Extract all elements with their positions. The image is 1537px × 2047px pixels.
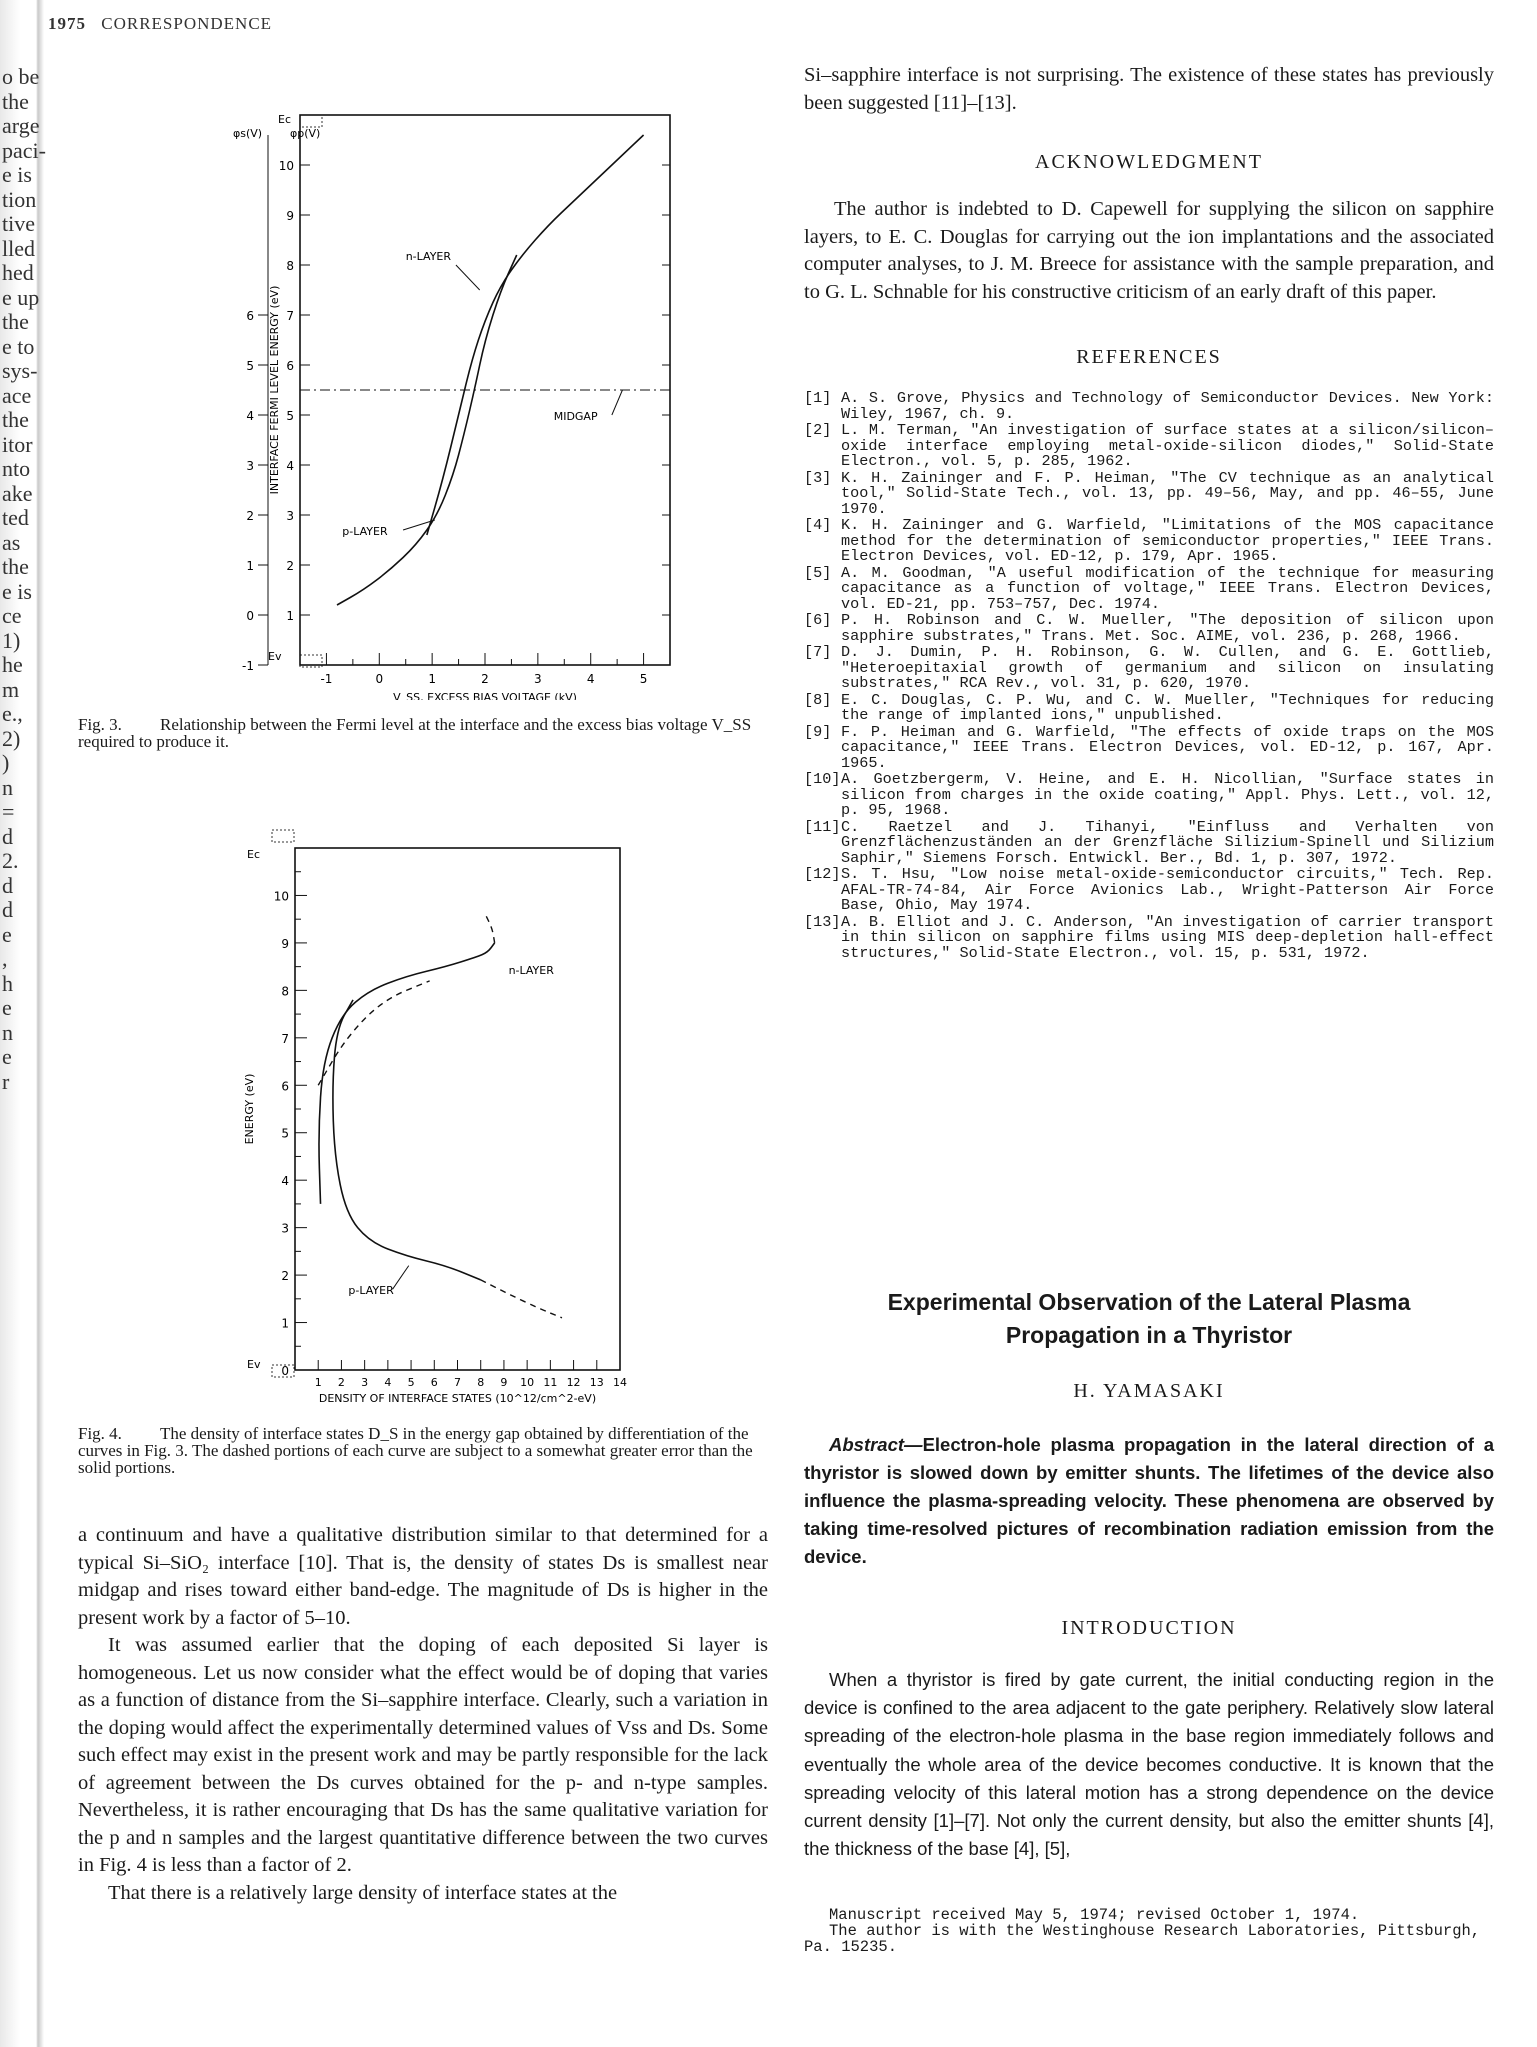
edge-fragment: e	[2, 921, 12, 947]
fig4-y-tick-label: 2	[281, 1269, 289, 1284]
reference-text: A. S. Grove, Physics and Technology of Semiconductor Devices. New York: Wiley, 1967, ch. 9.	[841, 389, 1494, 423]
paper2-footnotes	[804, 1907, 1494, 1955]
edge-fragment: o be	[2, 64, 40, 89]
fig3-y-axis-label: INTERFACE FERMI LEVEL ENERGY (eV)	[268, 285, 281, 495]
fig3-inner-tick-label: 0	[246, 609, 254, 623]
reference-item	[804, 423, 1494, 470]
edge-fragment: itor	[2, 431, 33, 457]
ack-heading: ACKNOWLEDGMENT	[1035, 151, 1263, 173]
fig4-x-tick-label: 2	[337, 1376, 345, 1389]
fig4-caption	[78, 1425, 768, 1476]
left-paragraph-1: a continuum and have a qualitative distribution similar to that determined for a typical Si–SiO₂ interface [10]. That is, the density of states Ds is smallest near midgap and rises toward either band-edge. The magnitude of Ds is higher in the present work by a factor of 5–10.	[78, 1524, 768, 1629]
edge-fragment: )	[2, 750, 10, 775]
fig4-y-tick-label: 4	[281, 1174, 289, 1189]
fig3-x-tick-label: 3	[534, 672, 542, 686]
fig4-caption-label: Fig. 4.	[78, 1424, 122, 1443]
reference-text: F. P. Heiman and G. Warfield, "The effects of oxide traps on the MOS capacitance," IEEE Trans. Electron Devices, vol. ED-12, p. 167, Apr. 1965.	[841, 722, 1494, 772]
edge-fragment: tion	[2, 186, 37, 212]
paper2-title-line-1: Experimental Observation of the Lateral Plasma	[887, 1289, 1411, 1315]
fig4-y-tick-label: 9	[281, 936, 289, 951]
reference-item	[804, 772, 1494, 819]
reference-item	[804, 817, 1494, 867]
reference-text: A. M. Goodman, "A useful modification of the technique for measuring capacitance as a function of voltage," IEEE Trans. Electron Devices, vol. ED-21, pp. 753–757, Dec. 1974.	[841, 563, 1494, 613]
footnote-affiliation: The author is with the Westinghouse Research Laboratories, Pittsburgh, Pa. 15235.	[804, 1922, 1481, 1957]
left-paragraph-3: That there is a relatively large density of interface states at the	[108, 1881, 618, 1904]
reference-number: [4]	[804, 516, 832, 534]
fig4-y-tick-label: 10	[273, 889, 289, 904]
fig3-inner-tick-label: 4	[246, 409, 254, 423]
fig4-y-tick-label: 3	[281, 1221, 289, 1236]
reference-text: P. H. Robinson and C. W. Mueller, "The deposition of silicon upon sapphire substrates," Trans. Met. Soc. AIME, vol. 236, p. 268, 1966.	[841, 611, 1494, 645]
edge-fragment: 2)	[2, 725, 21, 751]
footnote-received: Manuscript received May 5, 1974; revised October 1, 1974.	[829, 1906, 1360, 1925]
reference-item	[804, 563, 1494, 613]
reference-text: A. Goetzbergerm, V. Heine, and E. H. Nicollian, "Surface states in silicon from charges in the oxide coating," Appl. Phys. Lett., vol. 12, p. 95, 1968.	[841, 770, 1494, 819]
edge-fragment: e.,	[2, 701, 23, 726]
edge-fragment: arge	[2, 113, 40, 138]
left-body-text	[78, 1522, 768, 1907]
fig4-x-tick-label: 10	[520, 1376, 535, 1389]
fig3-n-layer-label: n-LAYER	[405, 250, 452, 263]
reference-number: [1]	[804, 389, 832, 407]
fig3-x-tick-label: -1	[320, 672, 333, 686]
figure-4	[180, 820, 740, 1420]
left-paragraph-2: It was assumed earlier that the doping of each deposited Si layer is homogeneous. Let us now consider what the effect would be of doping that varies as a function of distance from the Si–sapphire interface. Clearly, such a variation in the doping would affect the experimentally determined values of Vss and Ds. Some such effect may exist in the present work and may be partly responsible for the lack of agreement between the Ds curves obtained for the p- and n-type samples. Nevertheless, it is rather encouraging that Ds has the same qualitative variation for the p and n samples and the largest quantitative difference between the two curves in Fig. 4 is less than a factor of 2.	[78, 1634, 768, 1876]
reference-text: A. B. Elliot and J. C. Anderson, "An investigation of carrier transport in thin silicon on sapphire films using MIS deep-depletion hall-effect structures," Solid-State Electron., vol. 15, p. 531, 1972.	[841, 912, 1494, 962]
right-top-paragraph: Si–sapphire interface is not surprising. The existence of these states has previously been suggested [11]–[13].	[804, 64, 1494, 114]
paper2	[804, 1286, 1494, 1955]
edge-fragment: the	[2, 88, 29, 114]
edge-fragment: tive	[2, 211, 35, 236]
paper2-title	[804, 1286, 1494, 1352]
fig4-p-layer-label: p-LAYER	[348, 1284, 394, 1298]
fig3-series-p-layer	[337, 255, 517, 605]
fig3-n-pointer	[456, 265, 480, 290]
fig3-y-tick-label: 4	[286, 459, 294, 473]
reference-item	[804, 645, 1494, 692]
reference-number: [10]	[804, 770, 841, 788]
fig3-inner-tick-label: 6	[246, 309, 254, 323]
fig3-chart	[150, 80, 710, 700]
figure-3	[150, 80, 710, 700]
edge-fragment: 2.	[2, 848, 19, 873]
edge-fragment: e is	[2, 162, 32, 187]
fig4-x-tick-label: 4	[384, 1376, 392, 1389]
reference-text: E. C. Douglas, C. P. Wu, and C. W. Mueller, "Techniques for reducing the range of implanted ions," unpublished.	[841, 690, 1494, 724]
fig4-chart	[180, 820, 740, 1420]
fig4-series-p-layer	[333, 1000, 481, 1280]
reference-item	[804, 912, 1494, 962]
fig4-p-pointer	[393, 1266, 409, 1290]
edge-fragment: e	[2, 995, 12, 1020]
fig4-x-tick-label: 3	[361, 1376, 369, 1389]
reference-number: [5]	[804, 563, 832, 582]
fig3-inner-axis-label: φs(V)	[233, 127, 263, 140]
reference-number: [13]	[804, 912, 841, 931]
edge-fragment: d	[2, 872, 13, 898]
intro-heading: INTRODUCTION	[1061, 1617, 1237, 1639]
fig3-ev-label: Ev	[268, 650, 282, 663]
reference-item	[804, 613, 1494, 644]
paper2-abstract	[804, 1431, 1494, 1571]
fig3-midgap-label: MIDGAP	[553, 410, 598, 423]
fig4-x-tick-label: 7	[454, 1376, 461, 1389]
fig3-x-tick-label: 4	[586, 672, 595, 686]
intro-text: When a thyristor is fired by gate current, the initial conducting region in the device is confined to the area adjacent to the gate periphery. Relatively slow lateral spreading of the electron-hole plasma in the base region immediately follows and eventually the whole area of the device becomes conductive. It is known that the spreading velocity of this lateral motion has a strong dependence on the device current density [1]–[7]. Not only the current density, but also the emitter shunts [4], the thickness of the base [4], [5],	[804, 1669, 1494, 1860]
fig4-x-axis-label: DENSITY OF INTERFACE STATES (10^12/cm^2-eV)	[318, 1392, 597, 1405]
fig4-y-zero-label: 0	[281, 1364, 289, 1378]
reference-text: D. J. Dumin, P. H. Robinson, G. W. Cullen, and G. E. Gottlieb, "Heteroepitaxial growth of germanium and silicon on insulating substrates," RCA Rev., vol. 31, p. 620, 1970.	[841, 643, 1494, 692]
reference-item	[804, 722, 1494, 772]
edge-fragment: the	[2, 554, 29, 579]
fig3-caption	[78, 716, 768, 750]
fig3-ec-label: Ec	[278, 113, 291, 126]
edge-fragment: n	[2, 774, 13, 800]
fig4-plot-frame	[295, 848, 620, 1370]
fig4-series-n-dashed	[485, 914, 494, 942]
fig3-y-tick-label: 10	[278, 159, 294, 173]
right-column	[804, 62, 1494, 962]
fig4-x-tick-label: 8	[477, 1376, 485, 1389]
edge-fragment: =	[2, 799, 15, 824]
fig3-midgap-pointer	[612, 390, 623, 415]
edge-fragment: he	[2, 652, 23, 677]
reference-item	[804, 518, 1494, 565]
reference-item	[804, 391, 1494, 422]
running-head	[48, 14, 272, 34]
fig4-x-tick-label: 1	[314, 1376, 322, 1389]
fig4-x-tick-label: 12	[566, 1376, 581, 1389]
fig4-ec-label: Ec	[247, 848, 260, 861]
reference-item	[804, 468, 1494, 518]
edge-fragment: as	[2, 529, 21, 555]
fig3-inner-tick-label: 1	[246, 559, 254, 573]
fig3-caption-label: Fig. 3.	[78, 715, 122, 734]
edge-fragment: the	[2, 407, 29, 432]
fig3-x-tick-label: 5	[639, 672, 648, 686]
fig4-y-tick-label: 1	[281, 1316, 289, 1331]
section-name: CORRESPONDENCE	[101, 14, 273, 33]
fig4-n-layer-label: n-LAYER	[508, 963, 554, 977]
fig3-y-tick-label: 7	[286, 309, 294, 323]
reference-number: [7]	[804, 643, 832, 661]
reference-text: L. M. Terman, "An investigation of surface states at a silicon/silicon–oxide interface employing metal-oxide-silicon diodes," Solid-State Electron., vol. 5, p. 285, 1962.	[841, 421, 1494, 470]
reference-number: [2]	[804, 421, 832, 439]
references-heading: REFERENCES	[1076, 346, 1222, 368]
ack-text: The author is indebted to D. Capewell for supplying the silicon on sapphire layers, to E. C. Douglas for carrying out the ion implantations and the associated computer analyses, to J. M. Breece for assistance with the sample preparation, and to G. L. Schnable for his constructive criticism of an early draft of this paper.	[804, 198, 1494, 303]
reference-number: [3]	[804, 468, 832, 487]
edge-fragment: d	[2, 823, 13, 849]
edge-fragment: n	[2, 1019, 13, 1045]
edge-fragment: h	[2, 970, 13, 996]
fig3-y-tick-label: 1	[286, 609, 294, 623]
edge-fragment: e	[2, 1044, 12, 1069]
edge-fragment: r	[2, 1068, 10, 1094]
fig4-x-tick-label: 6	[430, 1376, 438, 1389]
references-list	[804, 391, 1494, 961]
edge-fragment: nto	[2, 456, 31, 481]
fig3-y-tick-label: 5	[286, 409, 294, 423]
fig4-y-tick-label: 7	[281, 1031, 289, 1046]
fig4-y-tick-label: 5	[281, 1126, 289, 1141]
abstract-label: Abstract—	[829, 1434, 923, 1455]
reference-text: K. H. Zaininger and G. Warfield, "Limitations of the MOS capacitance method for the determination of semiconductor properties," IEEE Trans. Electron Devices, vol. ED-12, p. 179, Apr. 1965.	[841, 516, 1494, 565]
fig3-x-axis-label: V_SS, EXCESS BIAS VOLTAGE (kV)	[393, 691, 577, 700]
fig4-x-tick-label: 14	[613, 1376, 627, 1389]
paper2-title-line-2: Propagation in a Thyristor	[1005, 1322, 1293, 1348]
reference-number: [6]	[804, 611, 832, 629]
fig3-outer-axis-label: φp(V)	[290, 127, 321, 140]
edge-fragment: ,	[2, 946, 8, 971]
fig3-caption-text: Relationship between the Fermi level at the interface and the excess bias voltage V_SS required to produce it.	[78, 715, 752, 751]
fig3-y-tick-label: 6	[286, 359, 294, 373]
edge-fragment: lled	[2, 235, 35, 261]
fig4-y-tick-label: 8	[281, 984, 289, 999]
fig4-caption-text: The density of interface states D_S in the energy gap obtained by differentiation of the curves in Fig. 3. The dashed portions of each curve are subject to a somewhat greater error than the solid portions.	[78, 1424, 753, 1477]
fig4-series-n-layer	[319, 943, 495, 1204]
reference-text: K. H. Zaininger and F. P. Heiman, "The CV technique as an analytical tool," Solid-State Tech., vol. 13, pp. 49–56, May, and pp. 46–55, June 1970.	[841, 468, 1494, 518]
edge-fragment: ake	[2, 480, 33, 506]
page-number: 1975	[48, 14, 86, 33]
edge-fragment: the	[2, 309, 29, 334]
edge-fragment: e to	[2, 333, 35, 359]
paper2-author: H. YAMASAKI	[1073, 1380, 1225, 1402]
fig4-ev-label: Ev	[247, 1358, 261, 1371]
reference-number: [12]	[804, 865, 841, 883]
fig4-x-tick-label: 5	[407, 1376, 415, 1389]
fig3-y-tick-label: 3	[286, 509, 294, 523]
edge-fragment: sys-	[2, 358, 38, 383]
fig3-y-tick-label: 2	[286, 559, 294, 573]
reference-text: S. T. Hsu, "Low noise metal-oxide-semiconductor circuits," Tech. Rep. AFAL-TR-74-84, Air Force Avionics Lab., Wright-Patterson Air Force Base, Ohio, May 1974.	[841, 865, 1494, 914]
edge-fragment: paci-	[2, 137, 46, 163]
edge-fragment: 1)	[2, 627, 21, 653]
reference-number: [11]	[804, 817, 841, 836]
fig3-y-tick-label: 8	[286, 259, 294, 273]
reference-text: C. Raetzel and J. Tihanyi, "Einfluss and Verhalten von Grenzflächenzuständen an der Grenzfläche Silizium-Spinell und Silizium Saphir," Siemens Forsch. Entwickl. Ber., Bd. 1, p. 307, 1972.	[841, 817, 1494, 867]
fig3-inner-tick-label: 2	[246, 509, 254, 523]
fig4-y-axis-label: ENERGY (eV)	[243, 1073, 256, 1145]
edge-fragment: e is	[2, 578, 32, 604]
fig3-x-tick-label: 0	[375, 672, 384, 686]
fig4-y-tick-label: 6	[281, 1079, 289, 1094]
fig3-x-tick-label: 1	[428, 672, 436, 686]
fig3-y-tick-label: 9	[286, 209, 294, 223]
reference-number: [8]	[804, 690, 832, 709]
fig3-inner-tick-label: 5	[246, 359, 254, 373]
fig4-series-p-dashed	[481, 1280, 562, 1318]
reference-item	[804, 867, 1494, 914]
edge-fragment: m	[2, 676, 20, 702]
edge-fragment: ted	[2, 505, 29, 530]
fig3-x-tick-label: 2	[481, 672, 489, 686]
fig3-inner-tick-label: 3	[246, 459, 254, 473]
edge-fragment: hed	[2, 260, 34, 285]
edge-fragment: ace	[2, 382, 32, 408]
fig3-series-n-layer	[427, 135, 644, 535]
fig4-x-tick-label: 11	[543, 1376, 558, 1389]
fig4-x-tick-label: 9	[500, 1376, 508, 1389]
edge-fragment: e up	[2, 284, 40, 310]
fig3-inner-tick-label: -1	[242, 659, 254, 673]
fig4-x-tick-label: 13	[589, 1376, 604, 1389]
abstract-text: Electron-hole plasma propagation in the lateral direction of a thyristor is slowed down by emitter shunts. The lifetimes of the device also influence the plasma-spreading velocity. These phenomena are observed by taking time-resolved pictures of recombination radiation emission from the device.	[804, 1434, 1494, 1567]
reference-item	[804, 690, 1494, 724]
edge-fragment: d	[2, 897, 13, 922]
fig3-p-layer-label: p-LAYER	[342, 525, 388, 538]
edge-fragment: ce	[2, 603, 22, 628]
reference-number: [9]	[804, 722, 832, 741]
